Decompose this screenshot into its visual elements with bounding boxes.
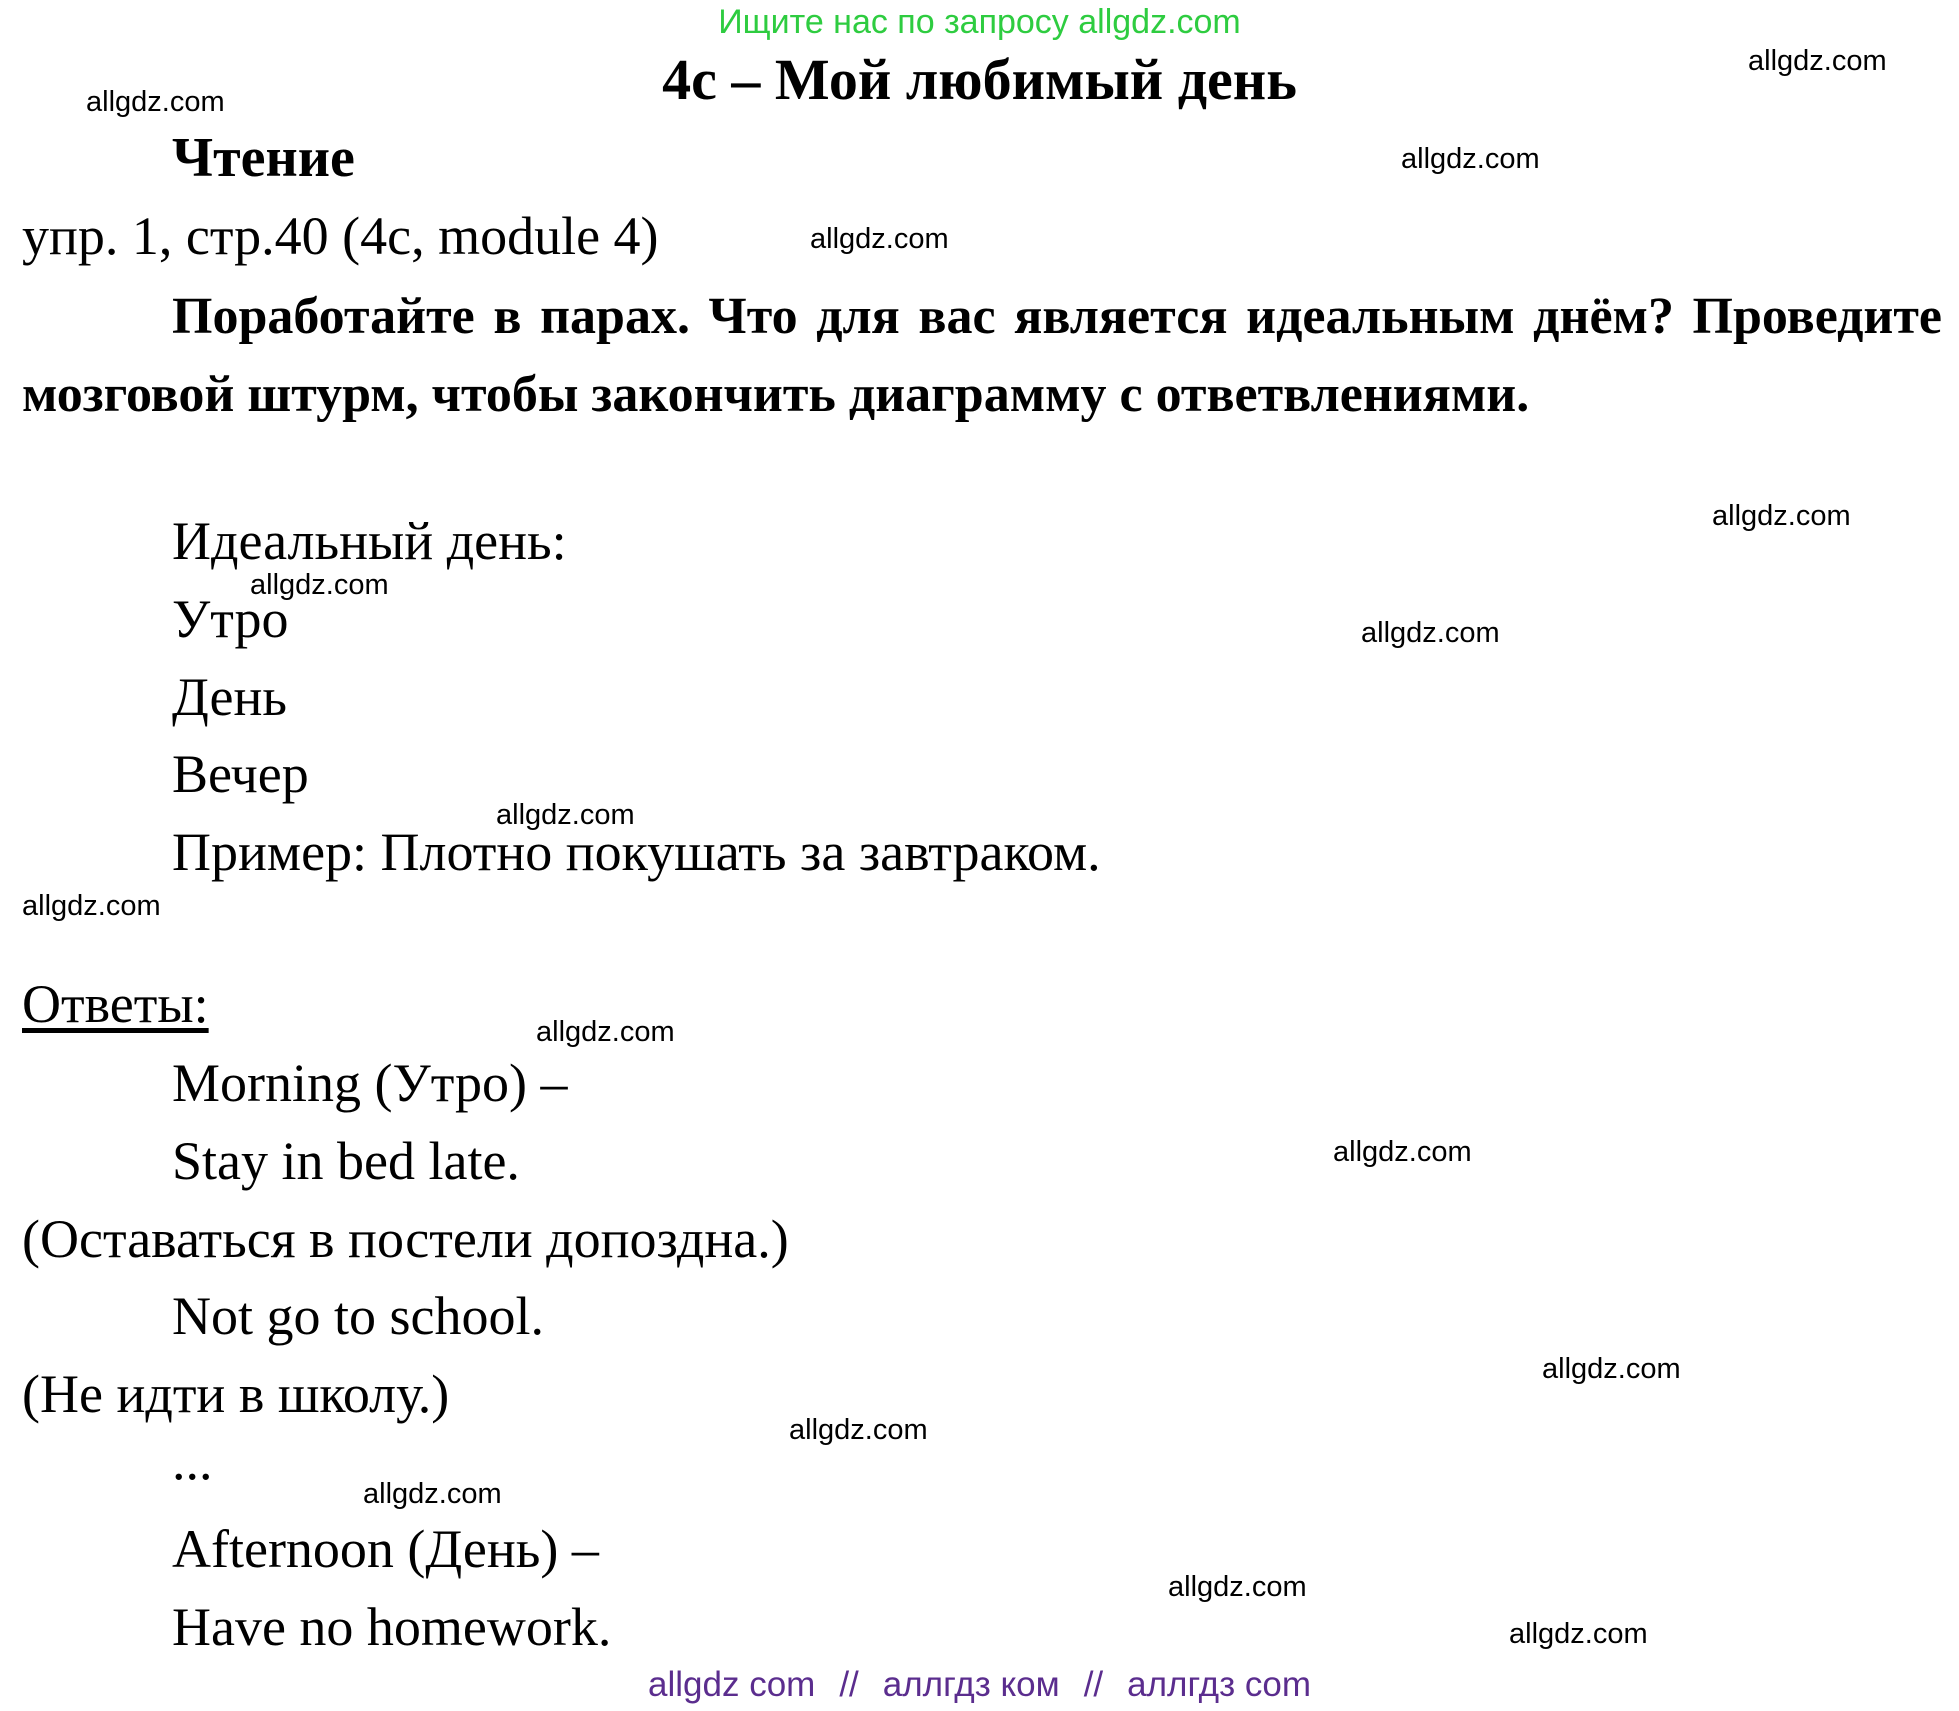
answer-morning-en-1: Stay in bed late. (172, 1131, 520, 1191)
answer-morning-ru-2: (Не идти в школу.) (22, 1364, 450, 1424)
footer-part-3: аллгдз com (1127, 1665, 1311, 1704)
answer-morning-label: Morning (Утро) – (172, 1053, 568, 1113)
watermark: allgdz.com (1361, 617, 1500, 649)
watermark: allgdz.com (1401, 143, 1540, 175)
watermark: allgdz.com (496, 799, 635, 831)
footer-part-2: аллгдз ком (882, 1665, 1060, 1704)
watermark: allgdz.com (1333, 1136, 1472, 1168)
footer-separator: // (1083, 1665, 1104, 1704)
footer-separator: // (839, 1665, 859, 1704)
footer-part-1: allgdz com (648, 1665, 816, 1704)
answers-heading: Ответы: (22, 974, 209, 1034)
answer-afternoon-label: Afternoon (День) – (172, 1519, 599, 1579)
task-item-day: День (172, 667, 287, 727)
answer-ellipsis: ... (172, 1431, 213, 1491)
task-item-morning: Утро (172, 589, 289, 649)
answer-morning-ru-1: (Оставаться в постели допоздна.) (22, 1209, 789, 1269)
watermark: allgdz.com (1168, 1571, 1307, 1603)
watermark: allgdz.com (1712, 500, 1851, 532)
section-title: Чтение (172, 127, 355, 189)
watermark: allgdz.com (1509, 1618, 1648, 1650)
top-banner: Ищите нас по запросу allgdz.com (718, 3, 1241, 41)
answer-afternoon-en-1: Have no homework. (172, 1597, 612, 1657)
task-item-evening: Вечер (172, 744, 309, 804)
answer-morning-en-2: Not go to school. (172, 1286, 544, 1346)
watermark: allgdz.com (363, 1478, 502, 1510)
bottom-footer (0, 1664, 1959, 1706)
watermark: allgdz.com (536, 1016, 675, 1048)
watermark: allgdz.com (22, 890, 161, 922)
page-title: 4c – Мой любимый день (662, 47, 1297, 112)
task-example: Пример: Плотно покушать за завтраком. (172, 822, 1101, 882)
exercise-reference: упр. 1, стр.40 (4с, module 4) (22, 206, 659, 266)
instruction-text: Поработайте в парах. Что для вас является идеальным днём? Проведите мозговой штурм, чтобы закончить диаграмму с ответвлениями. (22, 288, 1942, 423)
watermark: allgdz.com (250, 569, 389, 601)
watermark: allgdz.com (1542, 1353, 1681, 1385)
task-heading: Идеальный день: (172, 511, 567, 571)
watermark: allgdz.com (86, 86, 225, 118)
watermark: allgdz.com (810, 223, 949, 255)
watermark: allgdz.com (789, 1414, 928, 1446)
watermark: allgdz.com (1748, 45, 1887, 77)
